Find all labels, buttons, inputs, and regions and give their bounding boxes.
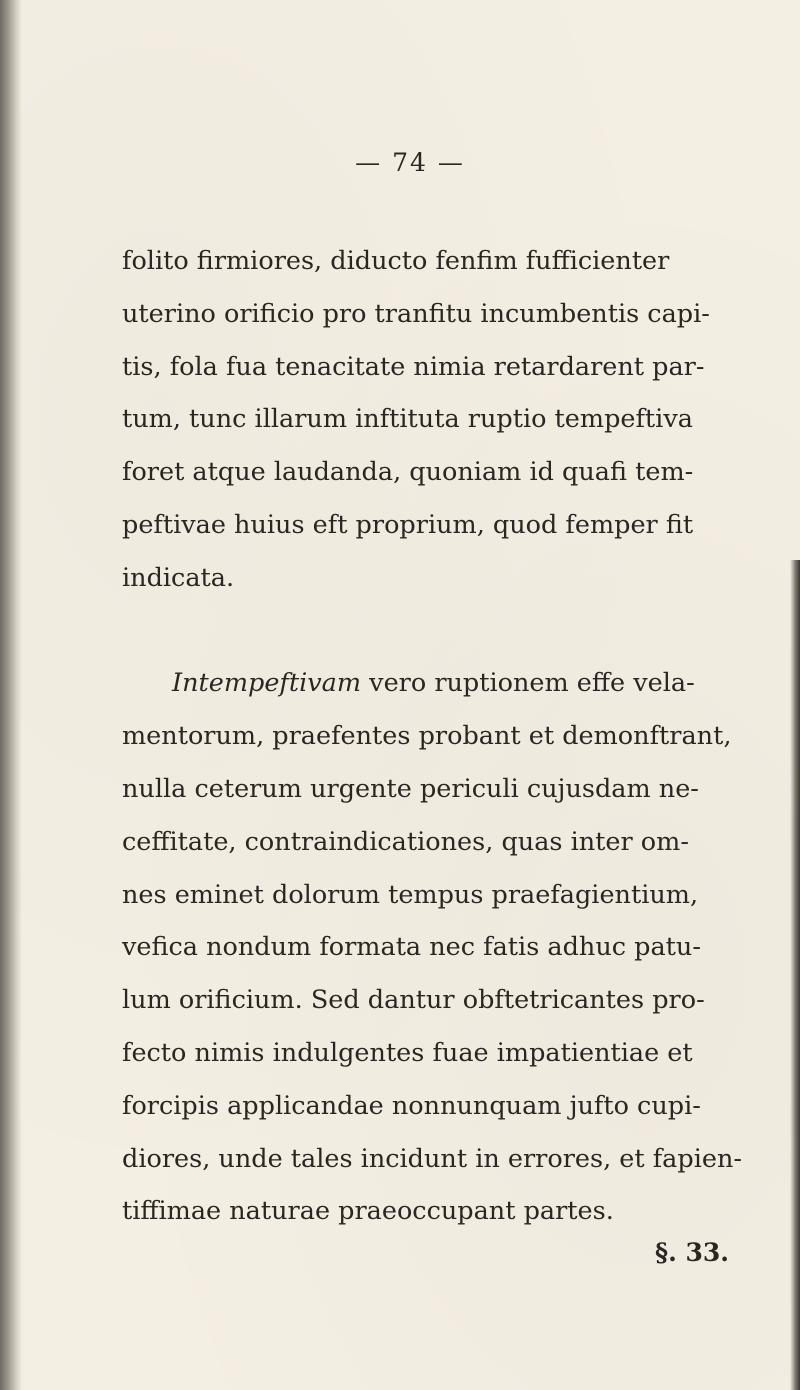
page-binding-shadow	[0, 0, 22, 1390]
text-line: fecto nimis indulgentes fuae impatientiae et	[122, 1037, 693, 1068]
text-line: forcipis applicandae nonnunquam jufto cupi-	[122, 1090, 701, 1121]
text-line: peftivae huius eft proprium, quod femper fit	[122, 509, 694, 540]
text-line: uterino orificio pro tranfitu incumbentis capi-	[122, 298, 710, 329]
text-line: tiffimae naturae praeoccupant partes.	[122, 1196, 614, 1227]
text-line: indicata.	[122, 562, 235, 593]
text-line: tum, tunc illarum inftituta ruptio tempeftiva	[122, 404, 693, 435]
text-line: nulla ceterum urgente periculi cujusdam ne-	[122, 773, 699, 804]
italic-term: Intempeftivam	[172, 668, 362, 699]
text-line: mentorum, praefentes probant et demonftrant,	[122, 721, 732, 752]
page-number: — 74 —	[355, 148, 465, 177]
paragraph-2	[122, 657, 742, 1238]
text-line-rest: vero ruptionem effe vela-	[361, 668, 695, 699]
text-line: tis, fola fua tenacitate nimia retardarent par-	[122, 351, 705, 382]
paragraph-1	[122, 235, 720, 605]
text-line	[122, 657, 720, 710]
page-edge-shadow	[790, 560, 800, 1390]
text-line: vefica nondum formata nec fatis adhuc patu-	[122, 932, 701, 963]
catchword: §. 33.	[655, 1238, 729, 1267]
text-line: folito firmiores, diducto fenfim fufficienter	[122, 246, 670, 276]
text-line: foret atque laudanda, quoniam id quafi tem-	[122, 457, 694, 488]
text-line: nes eminet dolorum tempus praefagientium,	[122, 879, 699, 910]
text-line: diores, unde tales incidunt in errores, et fapien-	[122, 1143, 742, 1174]
body-text	[122, 235, 742, 1238]
text-line: ceffitate, contraindicationes, quas inter om-	[122, 826, 689, 857]
text-line: lum orificium. Sed dantur obftetricantes pro-	[122, 985, 705, 1016]
